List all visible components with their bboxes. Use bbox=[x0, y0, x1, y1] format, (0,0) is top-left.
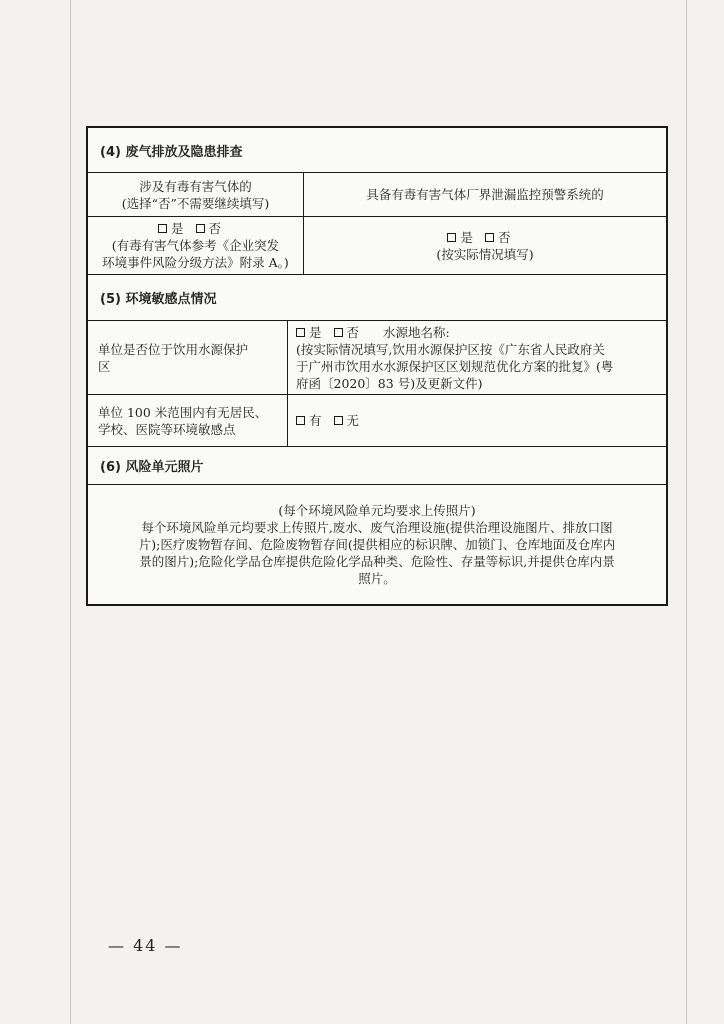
sensitive-points-row bbox=[88, 394, 666, 446]
sensitive-points-answer-cell bbox=[288, 395, 666, 446]
checkbox-icon bbox=[196, 224, 205, 233]
section-4-column-headers bbox=[88, 172, 666, 216]
toxic-gas-yes-checkbox[interactable] bbox=[158, 220, 184, 237]
section-5-header bbox=[88, 274, 666, 320]
water-source-no-label: 否 bbox=[346, 324, 360, 340]
leak-monitoring-no-checkbox[interactable] bbox=[485, 229, 511, 246]
water-source-label-cell bbox=[88, 321, 288, 394]
checkbox-icon bbox=[485, 233, 494, 242]
sensitive-points-options bbox=[296, 412, 371, 429]
section-5-title: (5) 环境敏感点情况 bbox=[100, 292, 217, 307]
scan-edge-line bbox=[70, 0, 71, 1024]
leak-monitoring-answer-cell bbox=[304, 217, 666, 274]
sensitive-points-label-line-1: 单位 100 米范围内有无居民、 bbox=[98, 404, 268, 420]
section-6-title: (6) 风险单元照片 bbox=[100, 460, 204, 475]
leak-monitoring-header-cell bbox=[304, 173, 666, 216]
water-source-yes-label: 是 bbox=[309, 324, 322, 340]
water-source-note-line-2: 于广州市饮用水水源保护区区划规范优化方案的批复》(粤 bbox=[296, 358, 614, 374]
water-source-row bbox=[88, 320, 666, 394]
checkbox-icon bbox=[334, 328, 343, 337]
leak-monitoring-yes-label: 是 bbox=[460, 229, 473, 245]
water-source-note-line-1: (按实际情况填写,饮用水源保护区按《广东省人民政府关 bbox=[296, 341, 605, 357]
water-source-label-line-1: 单位是否位于饮用水源保护 bbox=[98, 341, 249, 357]
sensitive-points-label-cell bbox=[88, 395, 288, 446]
water-source-yes-checkbox[interactable] bbox=[296, 324, 322, 341]
checkbox-icon bbox=[334, 416, 343, 425]
section-6-header bbox=[88, 446, 666, 484]
risk-unit-photo-row bbox=[88, 484, 666, 604]
toxic-gas-yes-label: 是 bbox=[170, 221, 184, 236]
sensitive-points-yes-label: 有 bbox=[309, 413, 322, 428]
section-4-title: (4) 废气排放及隐患排查 bbox=[100, 144, 243, 160]
photo-line-4: 景的图片);危险化学品仓库提供危险化学品种类、危险性、存量等标识,并提供仓库内景 bbox=[139, 554, 615, 569]
checkbox-icon bbox=[296, 328, 305, 337]
section-4-header bbox=[88, 128, 666, 172]
page-number: — 44 — bbox=[108, 936, 183, 955]
water-source-label-line-2: 区 bbox=[98, 358, 111, 374]
toxic-gas-options bbox=[158, 220, 233, 237]
scan-edge-line bbox=[686, 0, 687, 1024]
section-4-answer-row bbox=[88, 216, 666, 274]
leak-monitoring-note: (按实际情况填写) bbox=[436, 246, 534, 262]
water-source-note-line-3: 府函〔2020〕83 号)及更新文件) bbox=[296, 375, 483, 391]
sensitive-points-no-checkbox[interactable] bbox=[334, 412, 360, 429]
risk-unit-photo-cell bbox=[88, 485, 666, 604]
toxic-gas-header-line-1: 涉及有毒有害气体的 bbox=[139, 178, 252, 194]
checkbox-icon bbox=[447, 233, 456, 242]
leak-monitoring-no-label: 否 bbox=[498, 229, 511, 245]
water-source-options bbox=[296, 324, 450, 341]
form-table bbox=[86, 126, 668, 606]
sensitive-points-no-label: 无 bbox=[346, 413, 360, 428]
toxic-gas-note-line-2: 环境事件风险分级方法》附录 A。) bbox=[102, 255, 289, 270]
sensitive-points-label-line-2: 学校、医院等环境敏感点 bbox=[98, 421, 236, 437]
water-source-answer-cell bbox=[288, 321, 666, 394]
photo-line-2: 每个环境风险单元均要求上传照片,废水、废气治理设施(提供治理设施图片、排放口图 bbox=[141, 520, 613, 535]
toxic-gas-answer-cell bbox=[88, 217, 304, 274]
toxic-gas-note-line-1: (有毒有害气体参考《企业突发 bbox=[111, 238, 280, 253]
checkbox-icon bbox=[158, 224, 167, 233]
photo-line-5: 照片。 bbox=[358, 571, 396, 586]
toxic-gas-no-checkbox[interactable] bbox=[196, 220, 222, 237]
leak-monitoring-yes-checkbox[interactable] bbox=[447, 229, 473, 246]
checkbox-icon bbox=[296, 416, 305, 425]
toxic-gas-header-cell bbox=[88, 173, 304, 216]
toxic-gas-no-label: 否 bbox=[208, 221, 222, 236]
toxic-gas-header-line-2: (选择“否”不需要继续填写) bbox=[121, 195, 270, 211]
water-source-name-field[interactable]: 水源地名称: bbox=[383, 324, 450, 340]
leak-monitoring-header: 具备有毒有害气体厂界泄漏监控预警系统的 bbox=[366, 187, 604, 202]
water-source-no-checkbox[interactable] bbox=[334, 324, 360, 341]
sensitive-points-yes-checkbox[interactable] bbox=[296, 412, 322, 429]
photo-line-1: (每个环境风险单元均要求上传照片) bbox=[278, 503, 476, 518]
leak-monitoring-options bbox=[447, 229, 522, 246]
photo-line-3: 片);医疗废物暂存间、危险废物暂存间(提供相应的标识牌、加锁门、仓库地面及仓库内 bbox=[138, 537, 616, 552]
